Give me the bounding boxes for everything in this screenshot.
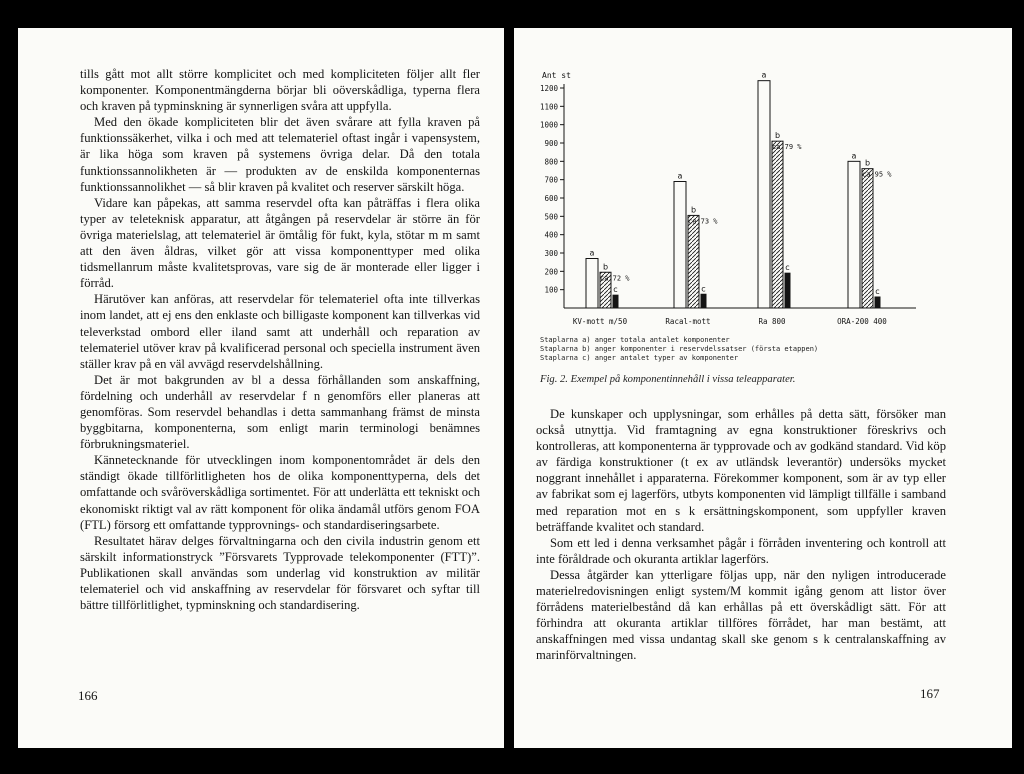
right-paragraph: Dessa åtgärder kan ytterligare följas upp, när den nyligen introducerade materielredovisningen enligt system/M kommit igång genom att listor över förrådens materielbestånd då kan erhållas på ett överskådligt sätt. För att förhindra att okuranta artiklar tillföres förrådet, har man bestämt, att anskaffningen med vissa undantag skall ske genom s k centralanskaffning av marinförvaltningen. bbox=[536, 567, 946, 663]
legend-line: Staplarna b) anger komponenter i reservdelssatser (första etappen) bbox=[540, 344, 819, 353]
right-paragraph: De kunskaper och upplysningar, som erhålles på detta sätt, försöker man också utnyttja. Vid framtagning av egna konstruktioner föreskrivs och kontrolleras, att komponenterna är typprovade och av godkänd standard. Vid köp av färdiga konstruktioner (t ex av utländsk leverantör) undersöks mycket noggrant innehållet i apparaterna. Förekommer komponent, som är av typ eller av fabrikat som ej lagerförs, utbyts komponenten vid lämpligt tillfälle i samband med reparation mot en s k ersättningskomponent, som uppfyller kraven beträffande kvalitet och standard. bbox=[536, 407, 946, 534]
y-tick-label: 200 bbox=[544, 267, 558, 277]
y-tick-label: 100 bbox=[544, 285, 558, 295]
bar-b bbox=[688, 215, 699, 308]
left-paragraph: Resultatet härav delges förvaltningarna och den civila industrin genom ett särskilt informationstryck ”Försvarets Typprovade telekomponenter (FTT)”. Publikationen skall användas som underlag vid konstruktion av militär telemateriel och vid anskaffning av reservdelar för försvaret och syftar till bättre tillförlitlighet, typminskning och standardisering. bbox=[80, 533, 480, 613]
bar-letter-label: b bbox=[774, 131, 781, 141]
category-label: ORA-200 400 bbox=[837, 317, 887, 326]
left-paragraph: Det är mot bakgrunden av bl a dessa förhållanden som anskaffning, fördelning och underhåll av reservdelar f n genomförs eller planeras att genomföras. Som reservdel behandlas i detta sammanhang främst de minsta byggbitarna, komponenterna, som enligt marin terminologi benämnes förbrukningsmateriel. bbox=[80, 372, 480, 452]
bar-letter-label: a bbox=[761, 70, 767, 80]
category-label: Ra 800 bbox=[758, 317, 786, 326]
left-paragraph: tills gått mot allt större komplicitet och med kompliciteten följer allt fler komponenter. Komponentmängderna börjar bli oöverskådliga, typerna flera och kraven på typminskning är synnerligen svåra att uppfylla. bbox=[80, 67, 480, 114]
y-tick-label: 1100 bbox=[539, 102, 558, 112]
y-tick-label: 900 bbox=[544, 139, 558, 148]
right-text-column bbox=[536, 406, 946, 676]
category-label: KV-mott m/50 bbox=[572, 317, 628, 326]
category-label: Racal-mott bbox=[665, 317, 711, 326]
bar-c bbox=[875, 297, 880, 308]
bar-letter-label: b bbox=[690, 205, 697, 215]
bar-letter-label: b bbox=[602, 262, 609, 272]
bar-a bbox=[848, 161, 860, 308]
bar-c bbox=[701, 294, 706, 308]
bar-letter-label: a bbox=[677, 171, 683, 181]
left-paragraph: Med den ökade kompliciteten blir det även svårare att fylla kraven på funktionssäkerhet, vilka i och med att telemateriel oftast ingår i vapensystem, är lika höga som kraven på systemens övriga delar. Då den totala funktionssannolikheten är — produkten av de enskilda komponenternas funktionssannolikhet — så blir kraven på kvalitet och reserver särskilt höga. bbox=[80, 115, 480, 194]
bar-b bbox=[862, 169, 873, 308]
right-paragraph: Som ett led i denna verksamhet pågår i förråden inventering och kontroll att inte föråldrade och okuranta artiklar lagerförs. bbox=[536, 535, 946, 566]
y-tick-label: 700 bbox=[544, 175, 558, 185]
bar-letter-label: c bbox=[785, 263, 790, 273]
y-tick-label: 500 bbox=[544, 212, 558, 222]
left-paragraph: Vidare kan påpekas, att samma reservdel ofta kan påträffas i flera olika typer av teleteknisk apparatur, att åtgången på reservdelar är större än för övriga materielslag, att telemateriel är ömtålig för fukt, kyla, stötar m m samt att den även åldras, vilket gör att vissa komponenttyper med olika tidsmellanrum måste kvalitetsprovas, vare sig de är monterade eller ligger i förråd. bbox=[80, 195, 480, 291]
y-tick-label: 400 bbox=[544, 230, 558, 240]
left-paragraph: Härutöver kan anföras, att reservdelar för telemateriel ofta inte tillverkas inom landet, att ej ens den enklaste och billigaste komponent kan tillverkas vid televerkstad ombord eller iland samt att underhåll och reparation av telemateriel utöver krav på kvalificerad personal och speciella instrument även ställer krav på en väl avvägd reservdelshållning. bbox=[80, 292, 480, 371]
bar-letter-label: a bbox=[851, 151, 857, 161]
legend-line: Staplarna a) anger totala antalet komponenter bbox=[540, 336, 730, 344]
bar-a bbox=[586, 259, 598, 309]
bar-b bbox=[772, 141, 783, 308]
bar-c bbox=[785, 273, 790, 308]
y-tick-label: 1200 bbox=[539, 84, 558, 93]
bar-letter-label: c bbox=[701, 284, 706, 294]
right-page-number: 167 bbox=[920, 686, 940, 701]
y-tick-label: 600 bbox=[544, 194, 558, 203]
bar-chart bbox=[524, 66, 924, 334]
y-axis-title: Ant st bbox=[542, 71, 571, 80]
left-page-number: 166 bbox=[78, 688, 98, 703]
bar-letter-label: c bbox=[875, 287, 880, 296]
legend-line: Staplarna c) anger antalet typer av komponenter bbox=[540, 353, 739, 362]
left-text-column bbox=[80, 66, 480, 686]
bar-letter-label: a bbox=[589, 248, 595, 258]
bar-a bbox=[758, 81, 770, 308]
bar-letter-label: b bbox=[864, 158, 871, 168]
bar-letter-label: c bbox=[613, 285, 618, 295]
y-tick-label: 800 bbox=[544, 157, 558, 167]
left-paragraph: Kännetecknande för utvecklingen inom komponentområdet är dels den ständigt ökade tillförlitligheten hos de olika komponenttyperna, dels det omfattande och svåröverskådliga sortimentet. För att underlätta ett tekniskt och ekonomiskt riktigt val av rätt komponent för olika ändamål utförs genom FOA (FTL) försorg ett omfattande typprovnings- och standardiseringsarbete. bbox=[80, 453, 480, 532]
y-tick-label: 1000 bbox=[539, 120, 558, 130]
y-tick-label: 300 bbox=[544, 249, 558, 258]
figure-caption: Fig. 2. Exempel på komponentinnehåll i vissa teleapparater. bbox=[540, 374, 796, 385]
percentage-annotation: ca 73 % bbox=[688, 217, 718, 226]
percentage-annotation: ca 79 % bbox=[772, 143, 802, 152]
percentage-annotation: ca 95 % bbox=[862, 170, 892, 179]
bar-c bbox=[613, 295, 618, 308]
chart-legend bbox=[540, 336, 860, 362]
percentage-annotation: ca 72 % bbox=[600, 274, 630, 283]
bar-a bbox=[674, 182, 686, 309]
